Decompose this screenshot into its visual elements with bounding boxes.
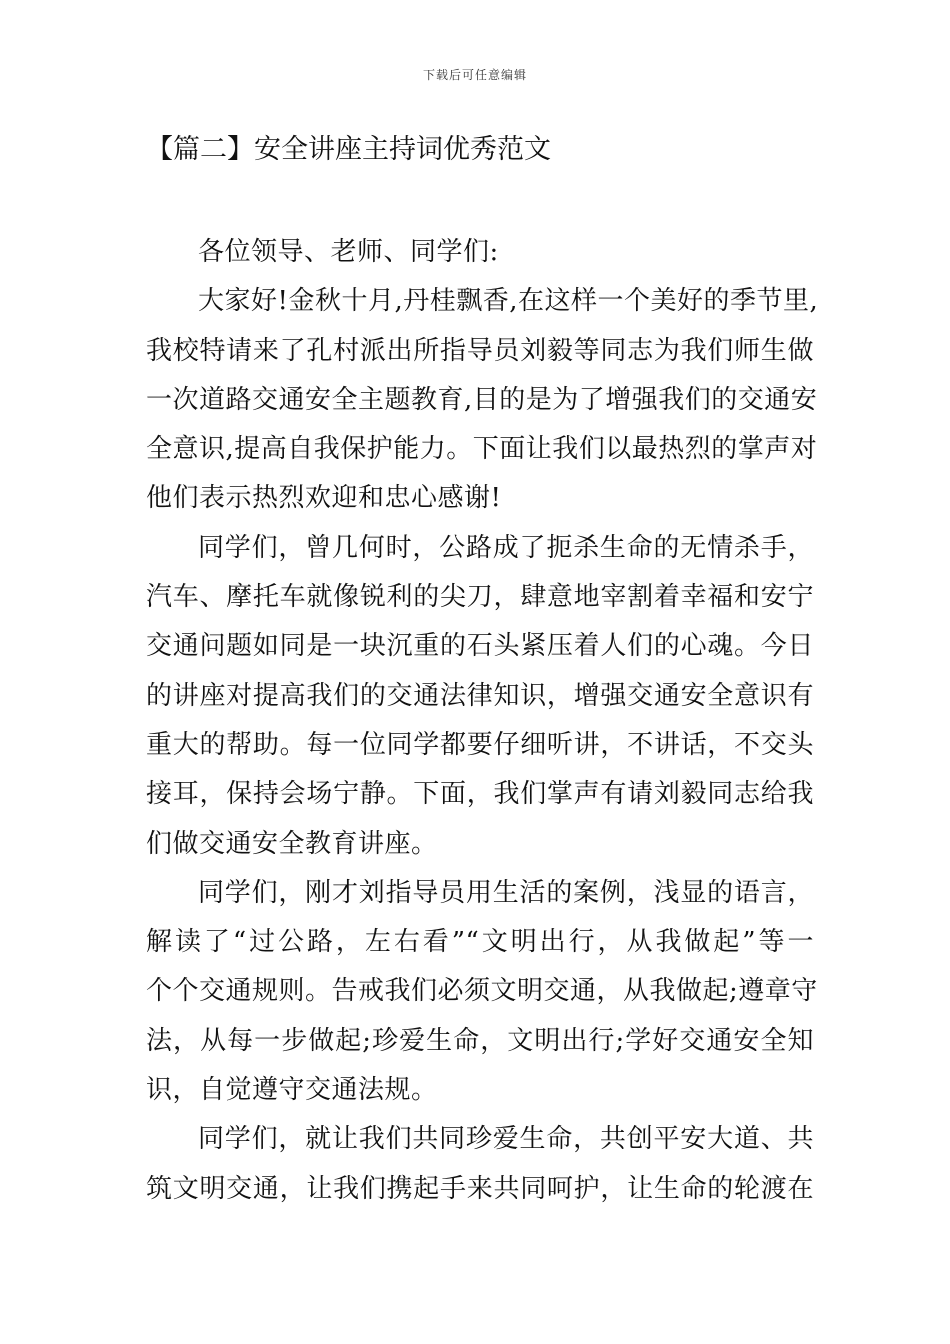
salutation-line: 各位领导、老师、同学们:	[198, 237, 499, 267]
paragraph-line: 们做交通安全教育讲座。	[146, 828, 438, 859]
paragraph-line: 交通问题如同是一块沉重的石头紧压着人们的心魂。今日	[146, 631, 814, 662]
document-body	[146, 228, 819, 1214]
paragraph-line: 解读了“过公路，左右看”“文明出行，从我做起”等一	[146, 927, 814, 958]
paragraph-line: 我校特请来了孔村派出所指导员刘毅等同志为我们师生做	[146, 335, 814, 366]
paragraph-line: 汽车、摩托车就像锐利的尖刀，肆意地宰割着幸福和安宁	[146, 582, 814, 613]
paragraph-line: 个个交通规则。告戒我们必须文明交通，从我做起;遵章守	[146, 976, 818, 1007]
paragraph-line: 全意识,提高自我保护能力。下面让我们以最热烈的掌声对	[146, 434, 818, 465]
paragraph-line: 一次道路交通安全主题教育,目的是为了增强我们的交通安	[146, 384, 818, 415]
paragraph-line: 的讲座对提高我们的交通法律知识，增强交通安全意识有	[146, 680, 814, 711]
document-title: 【篇二】安全讲座主持词优秀范文	[146, 134, 551, 165]
paragraph-line: 识，自觉遵守交通法规。	[146, 1075, 438, 1106]
paragraph-line: 他们表示热烈欢迎和忠心感谢!	[146, 483, 502, 514]
header-note: 下载后可任意编辑	[422, 68, 527, 82]
paragraph-line: 接耳，保持会场宁静。下面，我们掌声有请刘毅同志给我	[146, 779, 814, 810]
paragraph-line: 大家好!金秋十月,丹桂飘香,在这样一个美好的季节里,	[198, 286, 819, 317]
paragraph-line: 同学们，就让我们共同珍爱生命，共创平安大道、共	[198, 1124, 814, 1155]
paragraph-line: 筑文明交通，让我们携起手来共同呵护，让生命的轮渡在	[146, 1173, 814, 1204]
paragraph-line: 重大的帮助。每一位同学都要仔细听讲，不讲话，不交头	[146, 729, 814, 760]
paragraph-line: 同学们，曾几何时，公路成了扼杀生命的无情杀手，	[198, 532, 814, 563]
paragraph-line: 法，从每一步做起;珍爱生命，文明出行;学好交通安全知	[146, 1025, 814, 1056]
paragraph-line: 同学们，刚才刘指导员用生活的案例，浅显的语言，	[198, 877, 814, 908]
